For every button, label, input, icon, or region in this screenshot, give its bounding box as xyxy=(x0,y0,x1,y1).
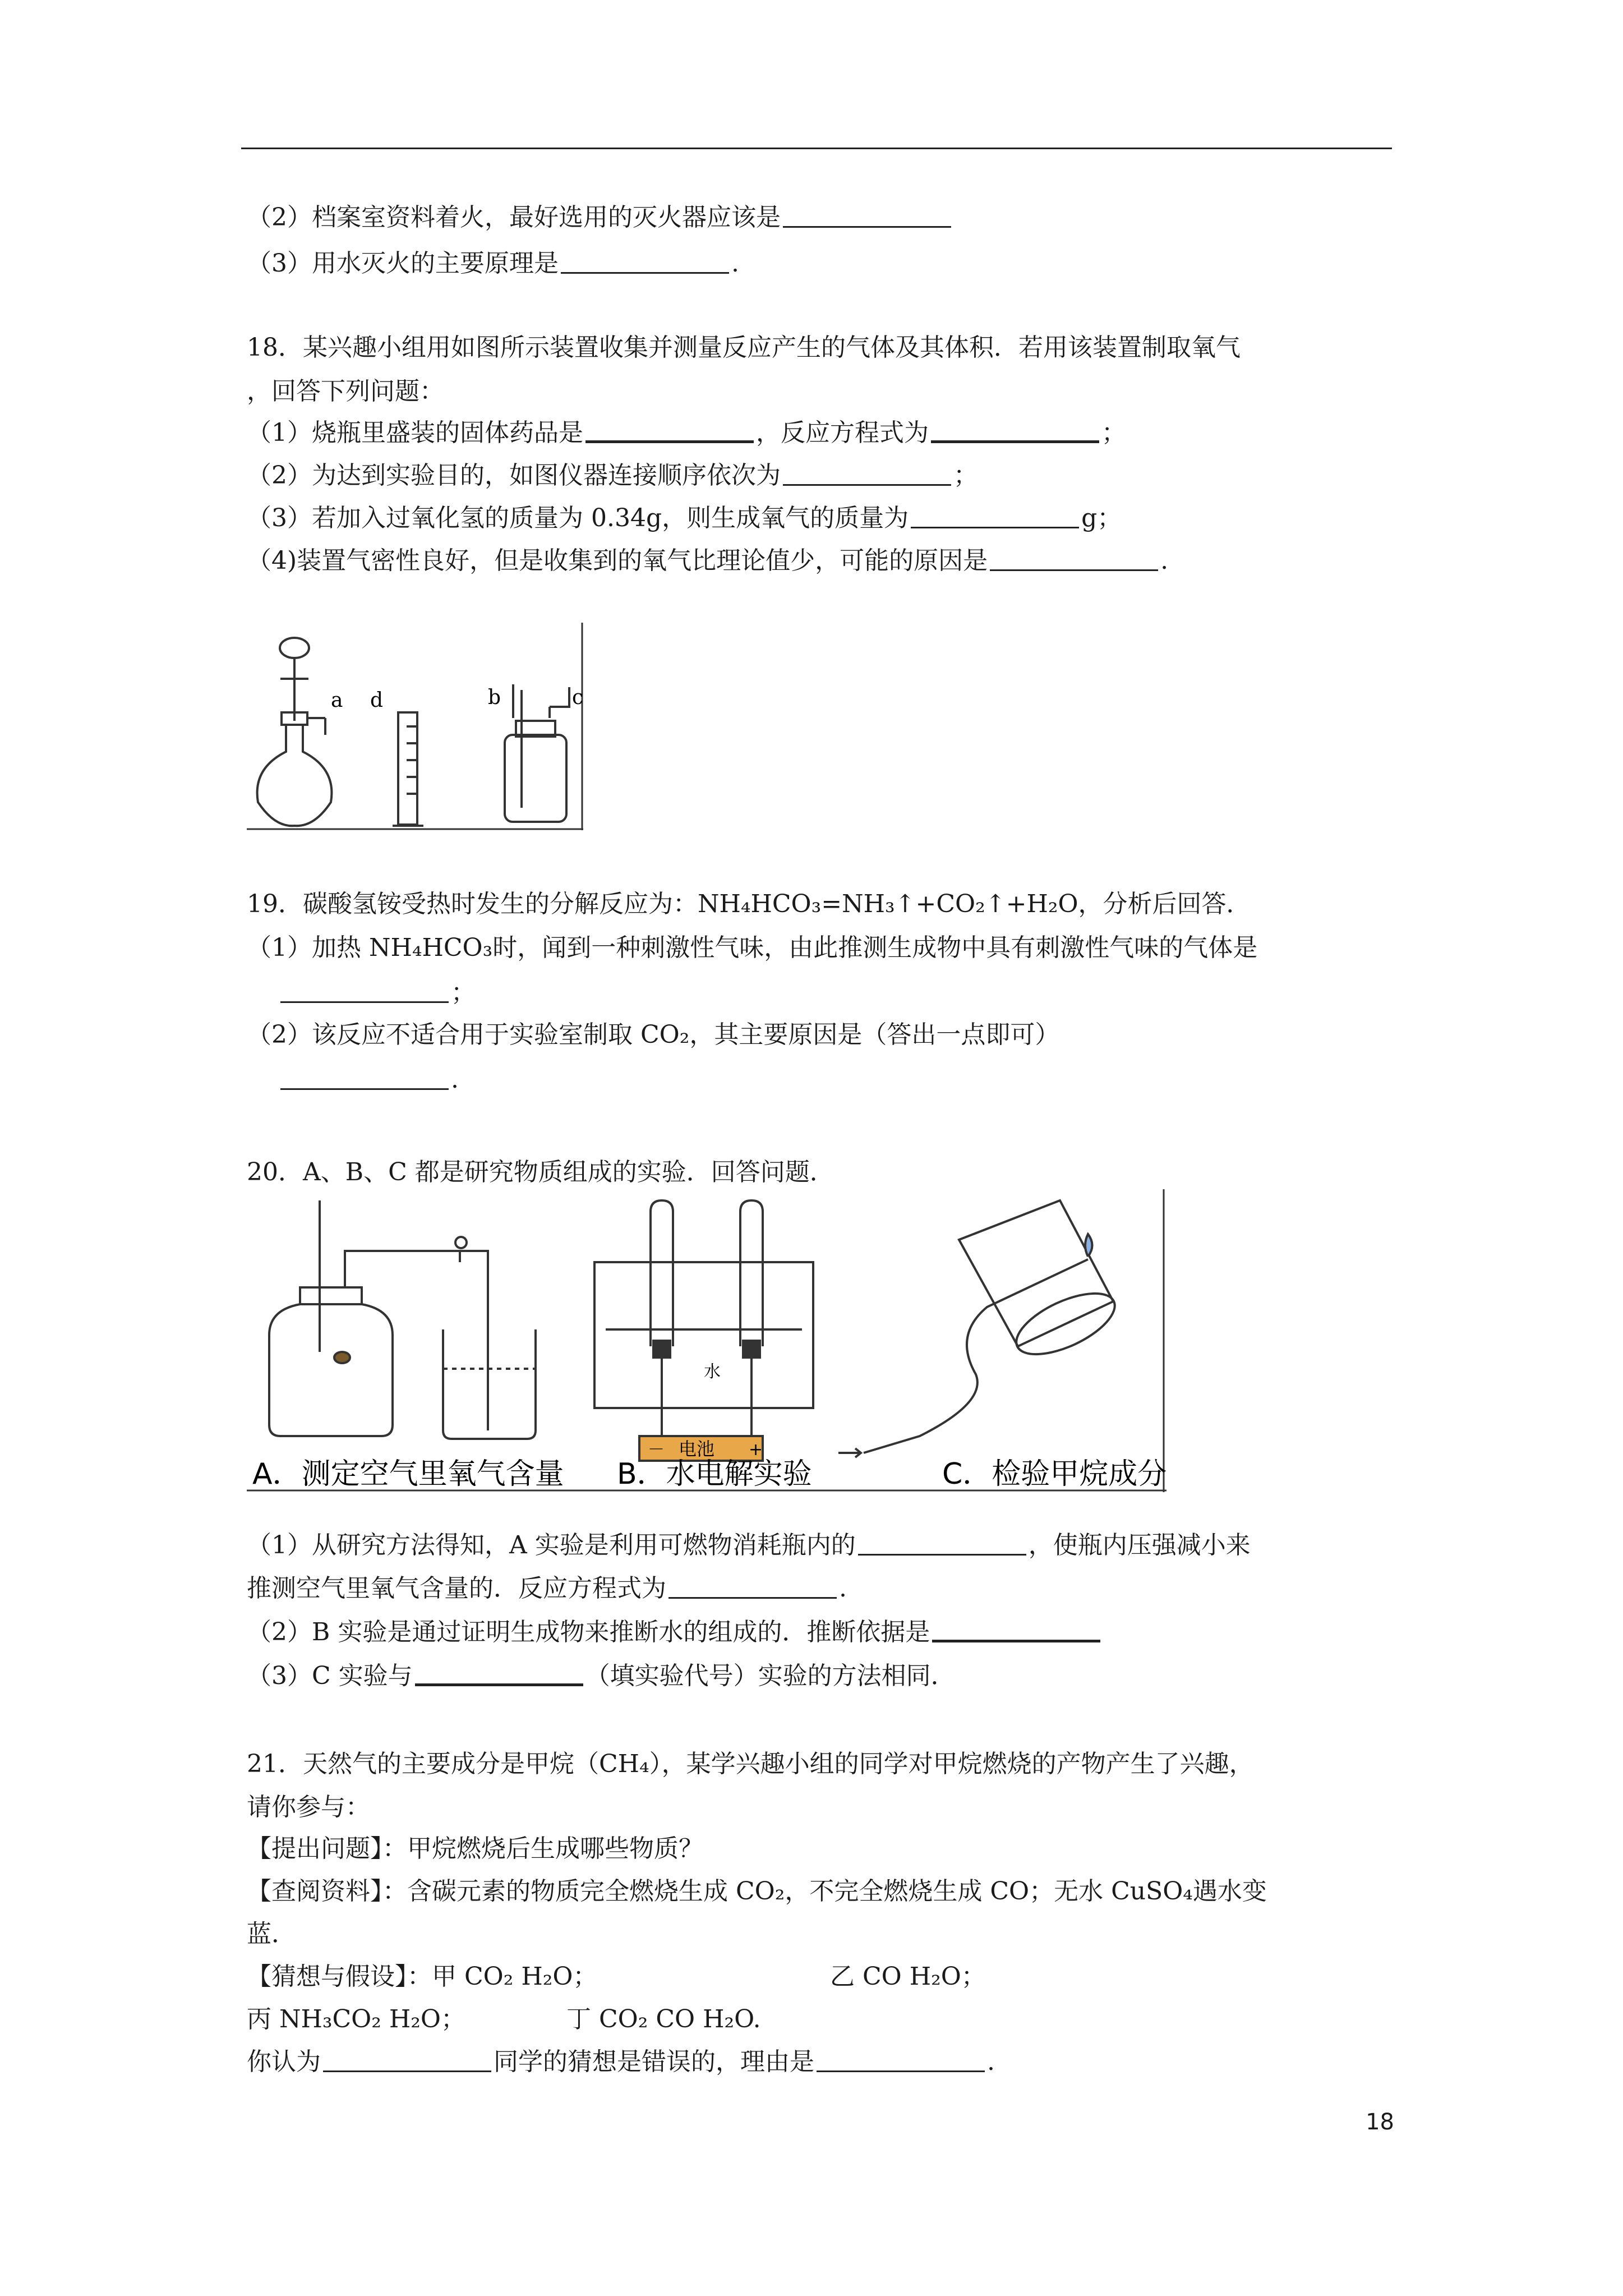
q20-experiments-figure xyxy=(247,1189,1166,1492)
answer-blank[interactable] xyxy=(280,1067,449,1090)
q20-part1-cont: 推测空气里氧气含量的．反应方程式为 . xyxy=(247,1574,847,1603)
answer-blank[interactable] xyxy=(561,251,729,274)
q20-part1-text: （1）从研究方法得知，A 实验是利用可燃物消耗瓶内的 xyxy=(247,1531,856,1559)
q17-part2 xyxy=(247,201,953,234)
q19-part1: （1）加热 NH₄HCO₃时，闻到一种刺激性气味，由此推测生成物中具有刺激性气味的气体是 xyxy=(247,933,1258,962)
q19-part2: （2）该反应不适合用于实验室制取 CO₂，其主要原因是（答出一点即可） xyxy=(247,1020,1060,1049)
caption-a: A．测定空气里氧气含量 xyxy=(252,1457,564,1491)
q18-part1-text2: ，反应方程式为 xyxy=(756,418,929,447)
q20-part3-text: （3）C 实验与 xyxy=(247,1662,413,1690)
answer-blank[interactable] xyxy=(323,2049,491,2072)
q18-part2-text: （2）为达到实验目的，如图仪器连接顺序依次为 xyxy=(247,461,781,490)
q21-stem: 21．天然气的主要成分是甲烷（CH₄），某学兴趣小组的同学对甲烷燃烧的产物产生了兴趣， xyxy=(247,1750,1254,1778)
battery-minus: － xyxy=(648,1440,665,1460)
q18-part3-text: （3）若加入过氧化氢的质量为 0.34g，则生成氧气的质量为 xyxy=(247,504,909,532)
caption-c: C．检验甲烷成分 xyxy=(942,1457,1166,1491)
answer-blank[interactable] xyxy=(932,1618,1100,1642)
q17-part3-text: （3）用水灭火的主要原理是 xyxy=(247,249,559,278)
experiment-a-apparatus xyxy=(269,1200,536,1439)
q17-part3: （3）用水灭火的主要原理是 . xyxy=(247,249,739,278)
q18-part1: （1）烧瓶里盛装的固体药品是 ，反应方程式为 ； xyxy=(247,418,1126,447)
water-label: 水 xyxy=(704,1362,721,1382)
q21-conclusion: 你认为 同学的猜想是错误的，理由是 . xyxy=(247,2047,995,2076)
hypothesis-jia: 甲 CO₂ H₂O； xyxy=(432,1962,598,1991)
q18-stem-cont: ，回答下列问题： xyxy=(247,377,444,406)
caption-b: B．水电解实验 xyxy=(617,1457,812,1491)
q21-hypothesis xyxy=(247,1960,597,1994)
q18-part4: （4)装置气密性良好，但是收集到的氧气比理论值少，可能的原因是 . xyxy=(247,546,1169,575)
answer-blank[interactable] xyxy=(415,1662,583,1686)
q21-conclusion-text2: 同学的猜想是错误的，理由是 xyxy=(494,2047,814,2076)
label-b: b xyxy=(488,686,501,709)
q20-part1-text3: 推测空气里氧气含量的．反应方程式为 xyxy=(247,1574,666,1603)
q17-part2-text: （2）档案室资料着火，最好选用的灭火器应该是 xyxy=(247,203,781,232)
answer-blank[interactable] xyxy=(911,505,1079,528)
header-rule xyxy=(241,148,1392,149)
q20-part2 xyxy=(247,1616,1103,1649)
q20-experiments-svg xyxy=(247,1189,1166,1492)
label-a: a xyxy=(331,689,343,712)
answer-blank[interactable] xyxy=(931,419,1099,443)
q20-stem: 20．A、B、C 都是研究物质组成的实验．回答问题． xyxy=(247,1158,834,1186)
q20-part1 xyxy=(247,1529,1251,1562)
answer-blank[interactable] xyxy=(990,548,1158,571)
label-c: c xyxy=(572,686,583,709)
q19-stem: 19．碳酸氢铵受热时发生的分解反应为：NH₄HCO₃=NH₃↑+CO₂↑+H₂O，分析后回答． xyxy=(247,890,1251,918)
experiment-c-apparatus xyxy=(838,1200,1123,1457)
answer-blank[interactable] xyxy=(585,419,754,443)
answer-blank[interactable] xyxy=(280,980,449,1003)
gas-collecting-bottle xyxy=(505,684,569,822)
q21-info: 【查阅资料】：含碳元素的物质完全燃烧生成 CO₂，不完全燃烧生成 CO；无水 CuSO₄遇水变 xyxy=(247,1877,1267,1906)
page-number: 18 xyxy=(1366,2109,1394,2135)
q21-question: 【提出问题】：甲烷燃烧后生成哪些物质？ xyxy=(247,1834,703,1863)
graduated-cylinder xyxy=(393,712,423,826)
q20-part3 xyxy=(247,1659,956,1693)
hypothesis-ding: 丁 CO₂ CO H₂O. xyxy=(566,2005,761,2033)
q21-stem-cont: 请你参与： xyxy=(247,1793,370,1821)
answer-blank[interactable] xyxy=(783,463,951,486)
q19-part1-answer: ； xyxy=(247,976,476,1010)
answer-blank[interactable] xyxy=(783,205,951,228)
q18-part2: （2）为达到实验目的，如图仪器连接顺序依次为 ； xyxy=(247,461,978,490)
q18-apparatus-figure xyxy=(247,623,583,830)
q20-part2-text: （2）B 实验是通过证明生成物来推断水的组成的．推断依据是 xyxy=(247,1618,930,1646)
flask-with-funnel xyxy=(257,638,332,826)
q18-part4-text: （4)装置气密性良好，但是收集到的氧气比理论值少，可能的原因是 xyxy=(247,546,988,575)
experiment-b-apparatus xyxy=(594,1200,813,1461)
q21-conclusion-text: 你认为 xyxy=(247,2047,321,2076)
q18-part3-unit: g； xyxy=(1081,504,1122,532)
answer-blank[interactable] xyxy=(817,2049,985,2072)
q18-part1-text: （1）烧瓶里盛装的固体药品是 xyxy=(247,418,583,447)
answer-blank[interactable] xyxy=(668,1576,837,1599)
answer-blank[interactable] xyxy=(858,1533,1026,1556)
hypothesis-yi: 乙 CO H₂O； xyxy=(830,1962,986,1991)
q19-part2-answer: . xyxy=(247,1063,459,1097)
label-d: d xyxy=(370,689,384,712)
q18-part3 xyxy=(247,501,1122,535)
q21-info-cont: 蓝． xyxy=(247,1920,296,1948)
q20-part1-text2: ，使瓶内压强减小来 xyxy=(1028,1531,1251,1559)
q18-stem: 18．某兴趣小组用如图所示装置收集并测量反应产生的气体及其体积．若用该装置制取氧气 xyxy=(247,333,1241,362)
hypothesis-bing: 丙 NH₃CO₂ H₂O； xyxy=(247,2005,465,2033)
q20-part3-text2: （填实验代号）实验的方法相同． xyxy=(585,1662,956,1690)
battery-label: 电池 xyxy=(679,1438,715,1460)
battery-plus: + xyxy=(749,1440,763,1460)
q18-apparatus-svg xyxy=(247,623,583,830)
hypothesis-label: 【猜想与假设】： xyxy=(247,1962,432,1991)
